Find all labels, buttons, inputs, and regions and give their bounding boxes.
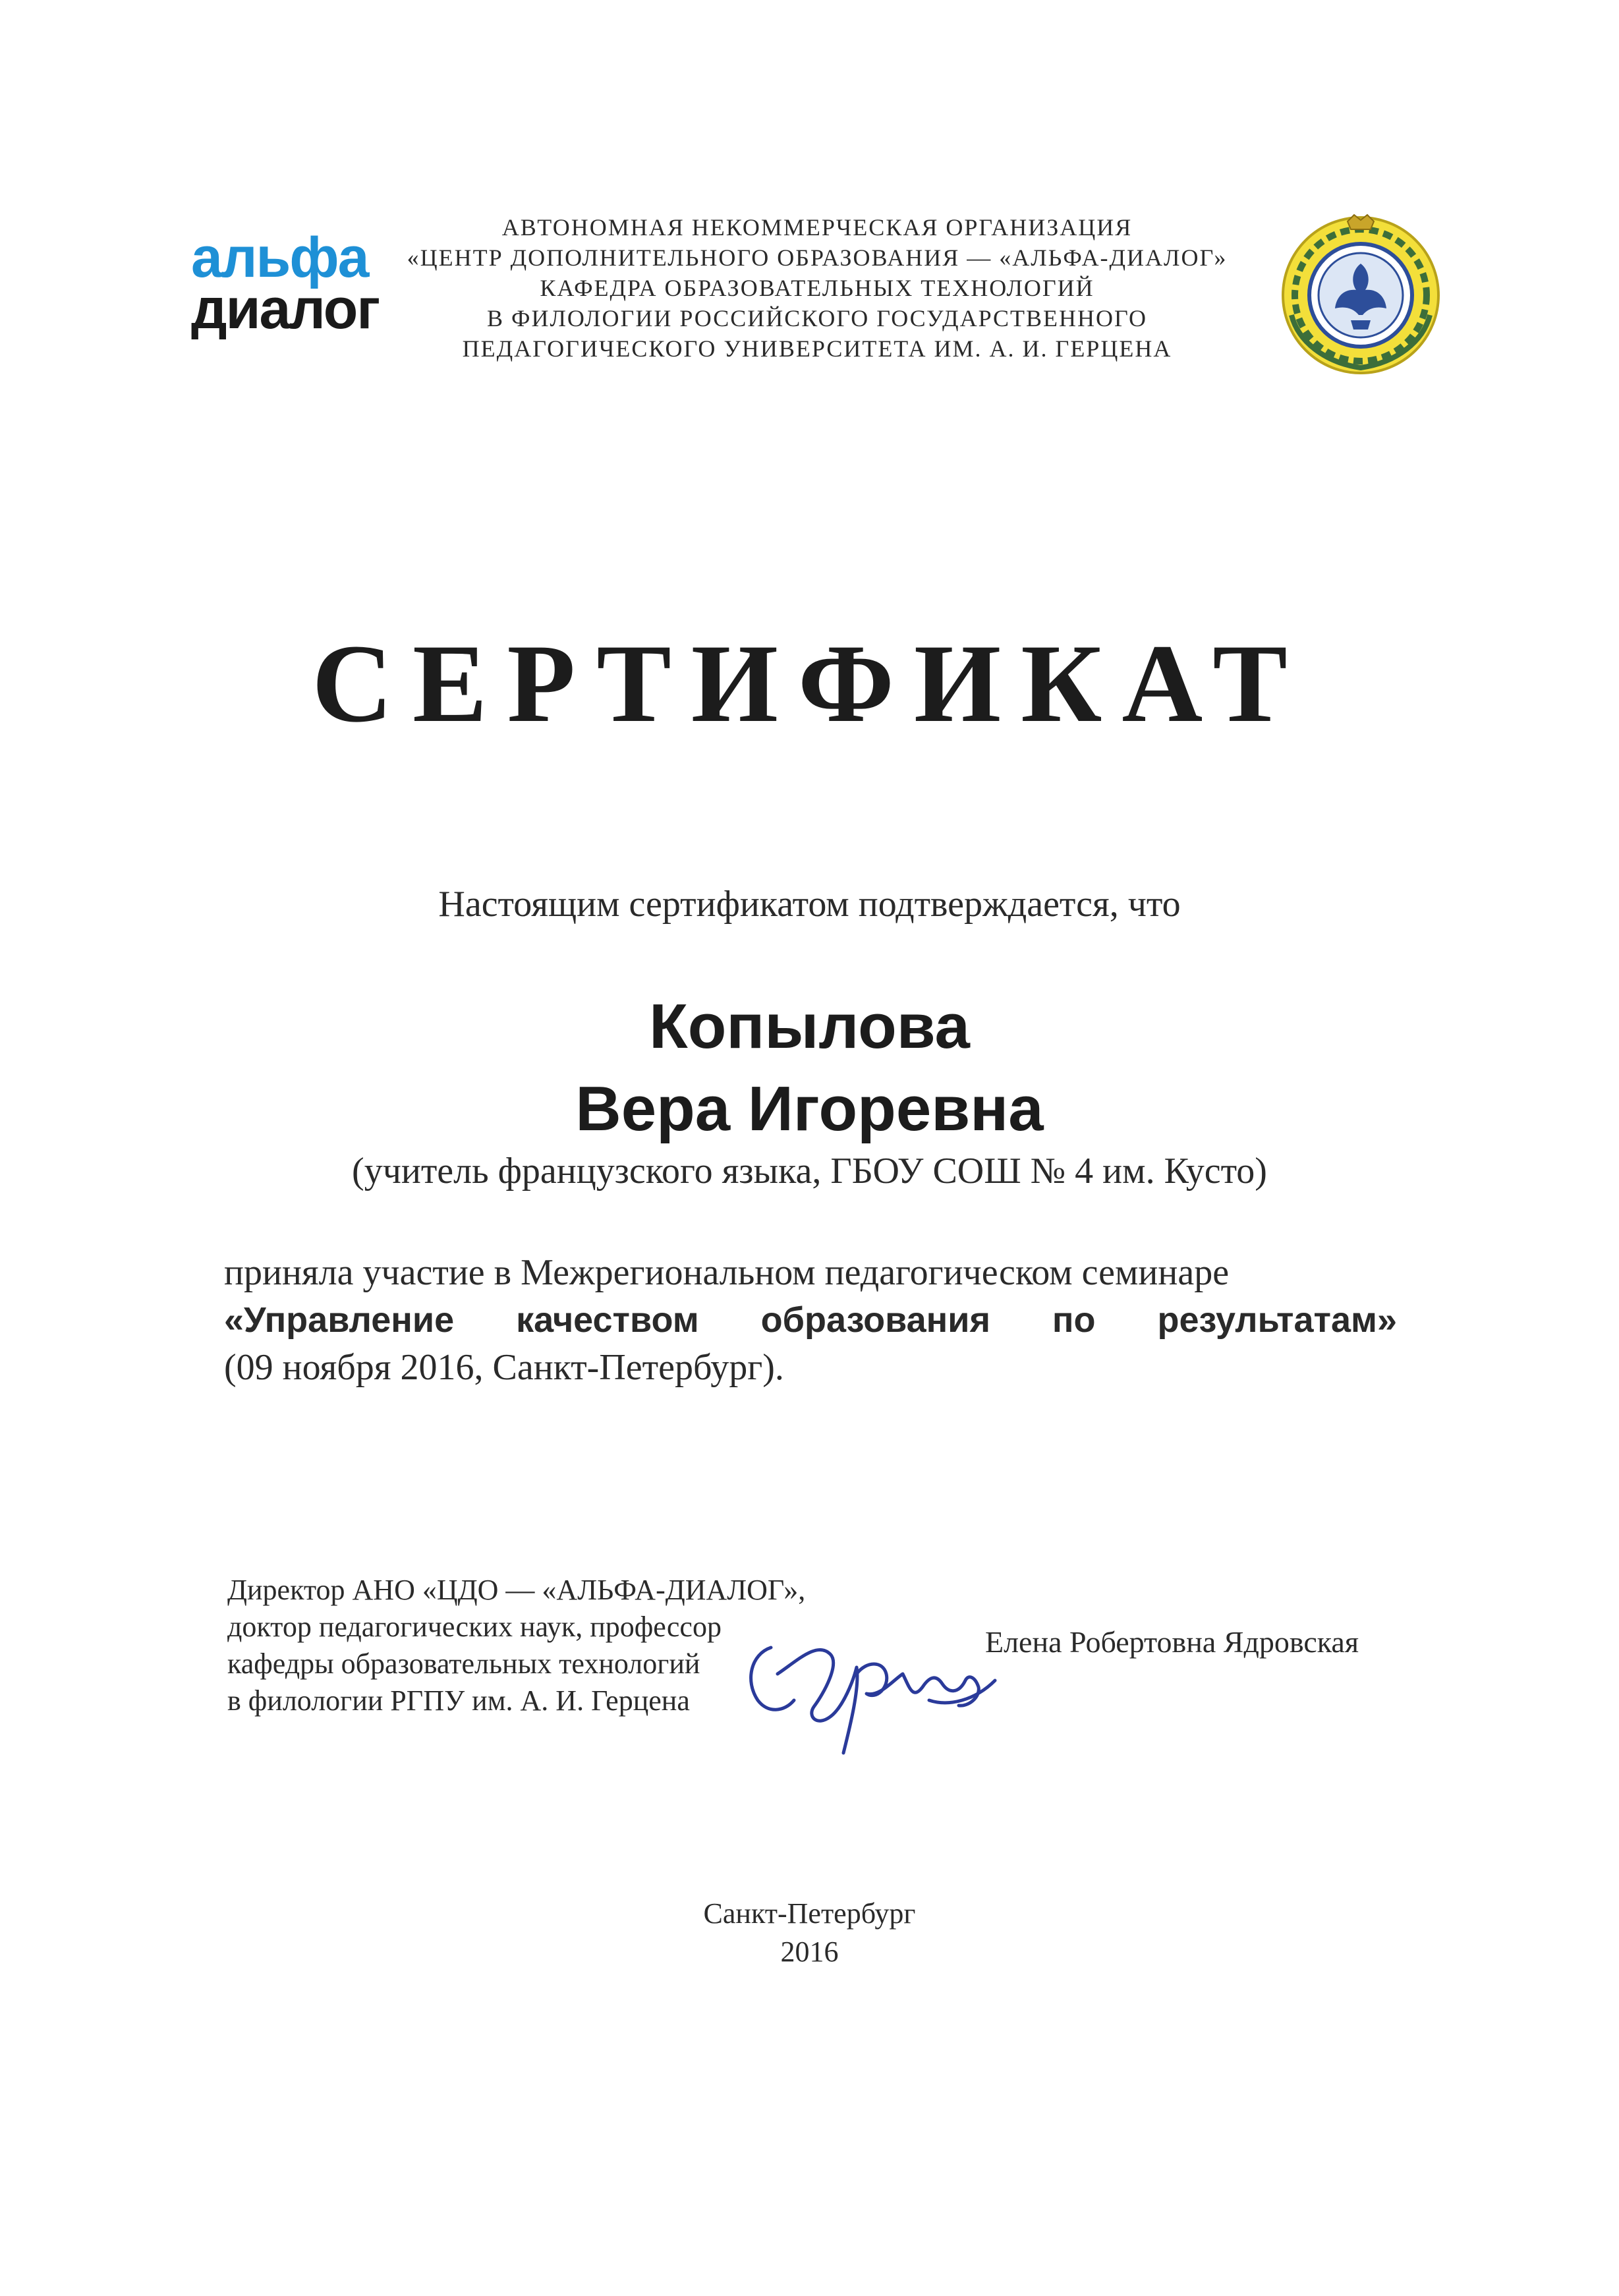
director-line-1: Директор АНО «ЦДО — «АЛЬФА-ДИАЛОГ», <box>227 1574 806 1606</box>
participation-text <box>224 1249 1397 1391</box>
signer-name: Елена Робертовна Ядровская <box>985 1625 1359 1659</box>
org-line-4: В ФИЛОЛОГИИ РОССИЙСКОГО ГОСУДАРСТВЕННОГО <box>487 305 1147 331</box>
participation-line: приняла участие в Межрегиональном педагогическом семинаре <box>224 1252 1230 1293</box>
org-line-1: АВТОНОМНАЯ НЕКОММЕРЧЕСКАЯ ОРГАНИЗАЦИЯ <box>501 214 1133 241</box>
org-line-2: «ЦЕНТР ДОПОЛНИТЕЛЬНОГО ОБРАЗОВАНИЯ — «АЛЬФА-ДИАЛОГ» <box>407 244 1228 271</box>
seminar-title: «Управление качеством образования по результатам» <box>224 1300 1397 1340</box>
org-line-3: КАФЕДРА ОБРАЗОВАТЕЛЬНЫХ ТЕХНОЛОГИЙ <box>540 275 1094 301</box>
recipient-surname: Копылова <box>649 991 970 1062</box>
director-line-2: доктор педагогических наук, профессор <box>227 1611 722 1643</box>
org-line-5: ПЕДАГОГИЧЕСКОГО УНИВЕРСИТЕТА ИМ. А. И. ГЕРЦЕНА <box>462 335 1172 362</box>
footer-year: 2016 <box>780 1936 839 1968</box>
seminar-date-place: (09 ноября 2016, Санкт-Петербург). <box>224 1347 784 1388</box>
logo-line-2: диалог <box>191 277 380 341</box>
recipient-position: (учитель французского языка, ГБОУ СОШ № 4 им. Кусто) <box>352 1151 1267 1191</box>
confirm-text: Настоящим сертификатом подтверждается, что <box>438 884 1181 925</box>
logo-line-1: альфа <box>191 226 368 289</box>
director-line-4: в филологии РГПУ им. А. И. Герцена <box>227 1684 690 1717</box>
handwritten-signature <box>731 1601 1008 1766</box>
alfa-dialog-logo <box>191 226 380 341</box>
director-line-3: кафедры образовательных технологий <box>227 1648 700 1680</box>
recipient-name <box>0 985 1619 1150</box>
footer-city: Санкт-Петербург <box>703 1897 916 1930</box>
certificate-title: СЕРТИФИКАТ <box>312 621 1307 745</box>
footer <box>0 1895 1619 1971</box>
organization-header <box>356 212 1278 364</box>
university-emblem-icon <box>1278 210 1443 374</box>
recipient-given-names: Вера Игоревна <box>575 1074 1044 1144</box>
